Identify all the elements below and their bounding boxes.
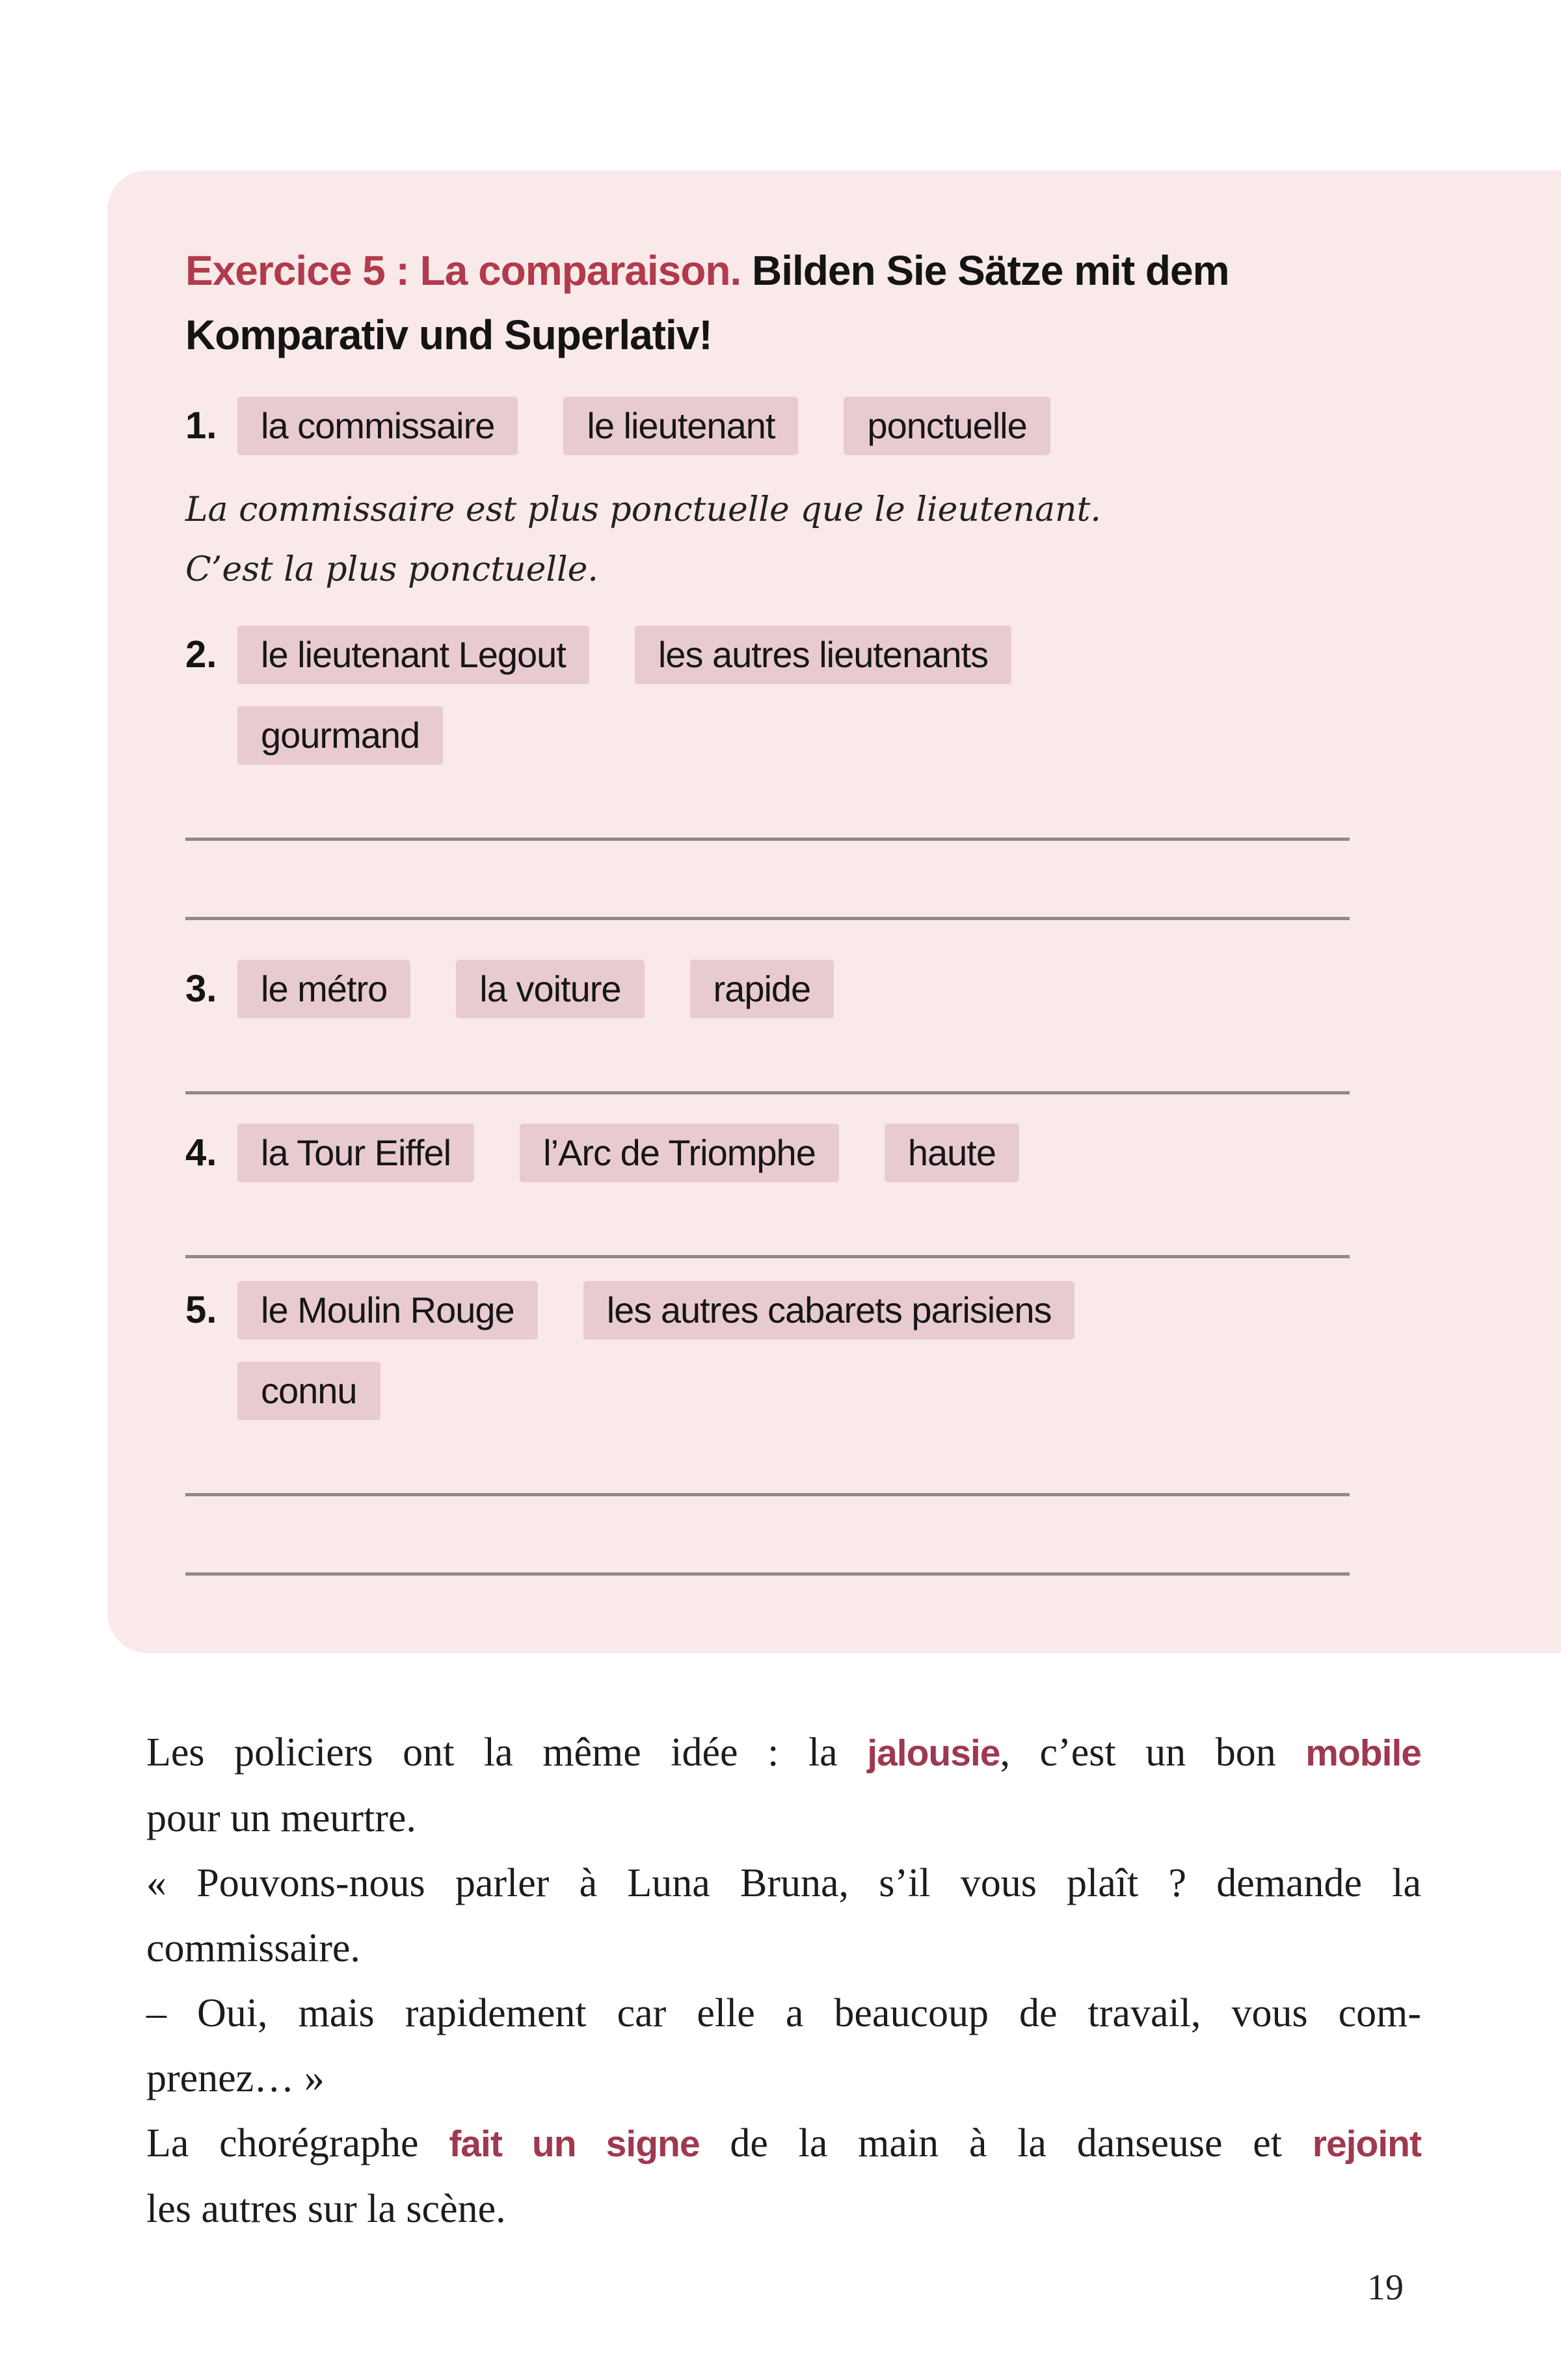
word-chip: la voiture — [456, 960, 644, 1018]
story-text: « Pouvons-nous parler à Luna Bruna, s’il vous plaît ? demande la — [146, 1861, 1421, 1905]
write-lines — [185, 1091, 1350, 1094]
word-chip: la Tour Eiffel — [237, 1124, 474, 1182]
exercise-item — [185, 1281, 1350, 1576]
answer-line — [185, 917, 1350, 920]
answer-line — [185, 1572, 1350, 1576]
story-line — [146, 1916, 1421, 1981]
word-chip: l’Arc de Triomphe — [520, 1124, 839, 1182]
exercise-item — [185, 960, 1350, 1094]
story-text: les autres sur la scène. — [146, 2187, 506, 2231]
word-chip: haute — [885, 1124, 1019, 1182]
chip-row — [185, 1362, 1350, 1420]
answer-line — [185, 838, 1350, 841]
item-number: 3. — [185, 968, 217, 1010]
exercise-panel — [107, 170, 1561, 1653]
word-chip: le lieutenant Legout — [237, 626, 589, 684]
word-chip: gourmand — [237, 706, 443, 765]
story-line — [146, 1851, 1421, 1916]
word-chip: rapide — [690, 960, 834, 1018]
chip-row — [185, 960, 1350, 1018]
exercise-item — [185, 397, 1350, 600]
write-lines — [185, 1493, 1350, 1576]
story-text: de la main à la danseuse et — [699, 2121, 1313, 2165]
word-chip: la commissaire — [237, 397, 518, 455]
story-line — [146, 2111, 1421, 2176]
vocab-word: mobile — [1305, 1732, 1421, 1774]
story-text: Les policiers ont la même idée : la — [146, 1730, 868, 1775]
chip-rows — [185, 1281, 1350, 1420]
exercise-title-french: Exercice 5 : La comparaison. — [185, 247, 741, 294]
story-line — [146, 1720, 1421, 1786]
exercise-title — [185, 239, 1389, 367]
items-host — [185, 397, 1350, 1576]
story-line — [146, 2046, 1421, 2111]
word-chip: les autres lieutenants — [635, 626, 1011, 684]
word-chip: connu — [237, 1362, 380, 1420]
story-text: – Oui, mais rapidement car elle a beaucoup de travail, vous com- — [146, 1991, 1421, 2035]
handwriting-answer: La commissaire est plus ponctuelle que le lieutenant. — [185, 490, 1101, 529]
chip-rows — [185, 960, 1350, 1018]
write-lines — [185, 838, 1350, 920]
word-chip: le métro — [237, 960, 410, 1018]
handwriting-answers — [185, 480, 1350, 600]
chip-row — [185, 626, 1350, 684]
word-chip: les autres cabarets parisiens — [583, 1281, 1075, 1340]
chip-row — [185, 1281, 1350, 1340]
word-chip: le Moulin Rouge — [237, 1281, 538, 1340]
page-number: 19 — [1367, 2268, 1404, 2308]
story-line — [146, 2176, 1421, 2241]
story-text: pour un meurtre. — [146, 1796, 416, 1840]
story-line — [146, 1786, 1421, 1851]
story-text: commissaire. — [146, 1926, 360, 1970]
story-text: , c’est un bon — [1000, 1730, 1306, 1775]
chip-rows — [185, 1124, 1350, 1182]
write-lines — [185, 1255, 1350, 1258]
vocab-word: jalousie — [867, 1732, 1000, 1774]
word-chip: le lieutenant — [563, 397, 798, 455]
story-text: prenez… » — [146, 2056, 325, 2100]
vocab-word: rejoint — [1312, 2123, 1421, 2165]
handwriting-answer: C’est la plus ponctuelle. — [185, 550, 598, 589]
story-paragraph — [146, 1720, 1421, 2241]
answer-line — [185, 1255, 1350, 1258]
chip-row — [185, 1124, 1350, 1182]
answer-line — [185, 1091, 1350, 1094]
chip-rows — [185, 626, 1350, 765]
item-number: 5. — [185, 1289, 217, 1331]
story-text: La chorégraphe — [146, 2121, 449, 2165]
item-number: 1. — [185, 404, 217, 447]
story-line — [146, 1981, 1421, 2046]
item-number: 4. — [185, 1131, 217, 1174]
chip-row — [185, 397, 1350, 455]
exercise-item — [185, 1124, 1350, 1258]
chip-row — [185, 706, 1350, 765]
exercise-item — [185, 626, 1350, 920]
answer-line — [185, 1493, 1350, 1496]
exercise-title-german: Bilden Sie Sätze mit dem Komparativ und Superlativ! — [185, 247, 1229, 358]
word-chip: ponctuelle — [844, 397, 1050, 455]
chip-rows — [185, 397, 1350, 455]
vocab-word: fait un signe — [449, 2123, 700, 2165]
item-number: 2. — [185, 633, 217, 676]
